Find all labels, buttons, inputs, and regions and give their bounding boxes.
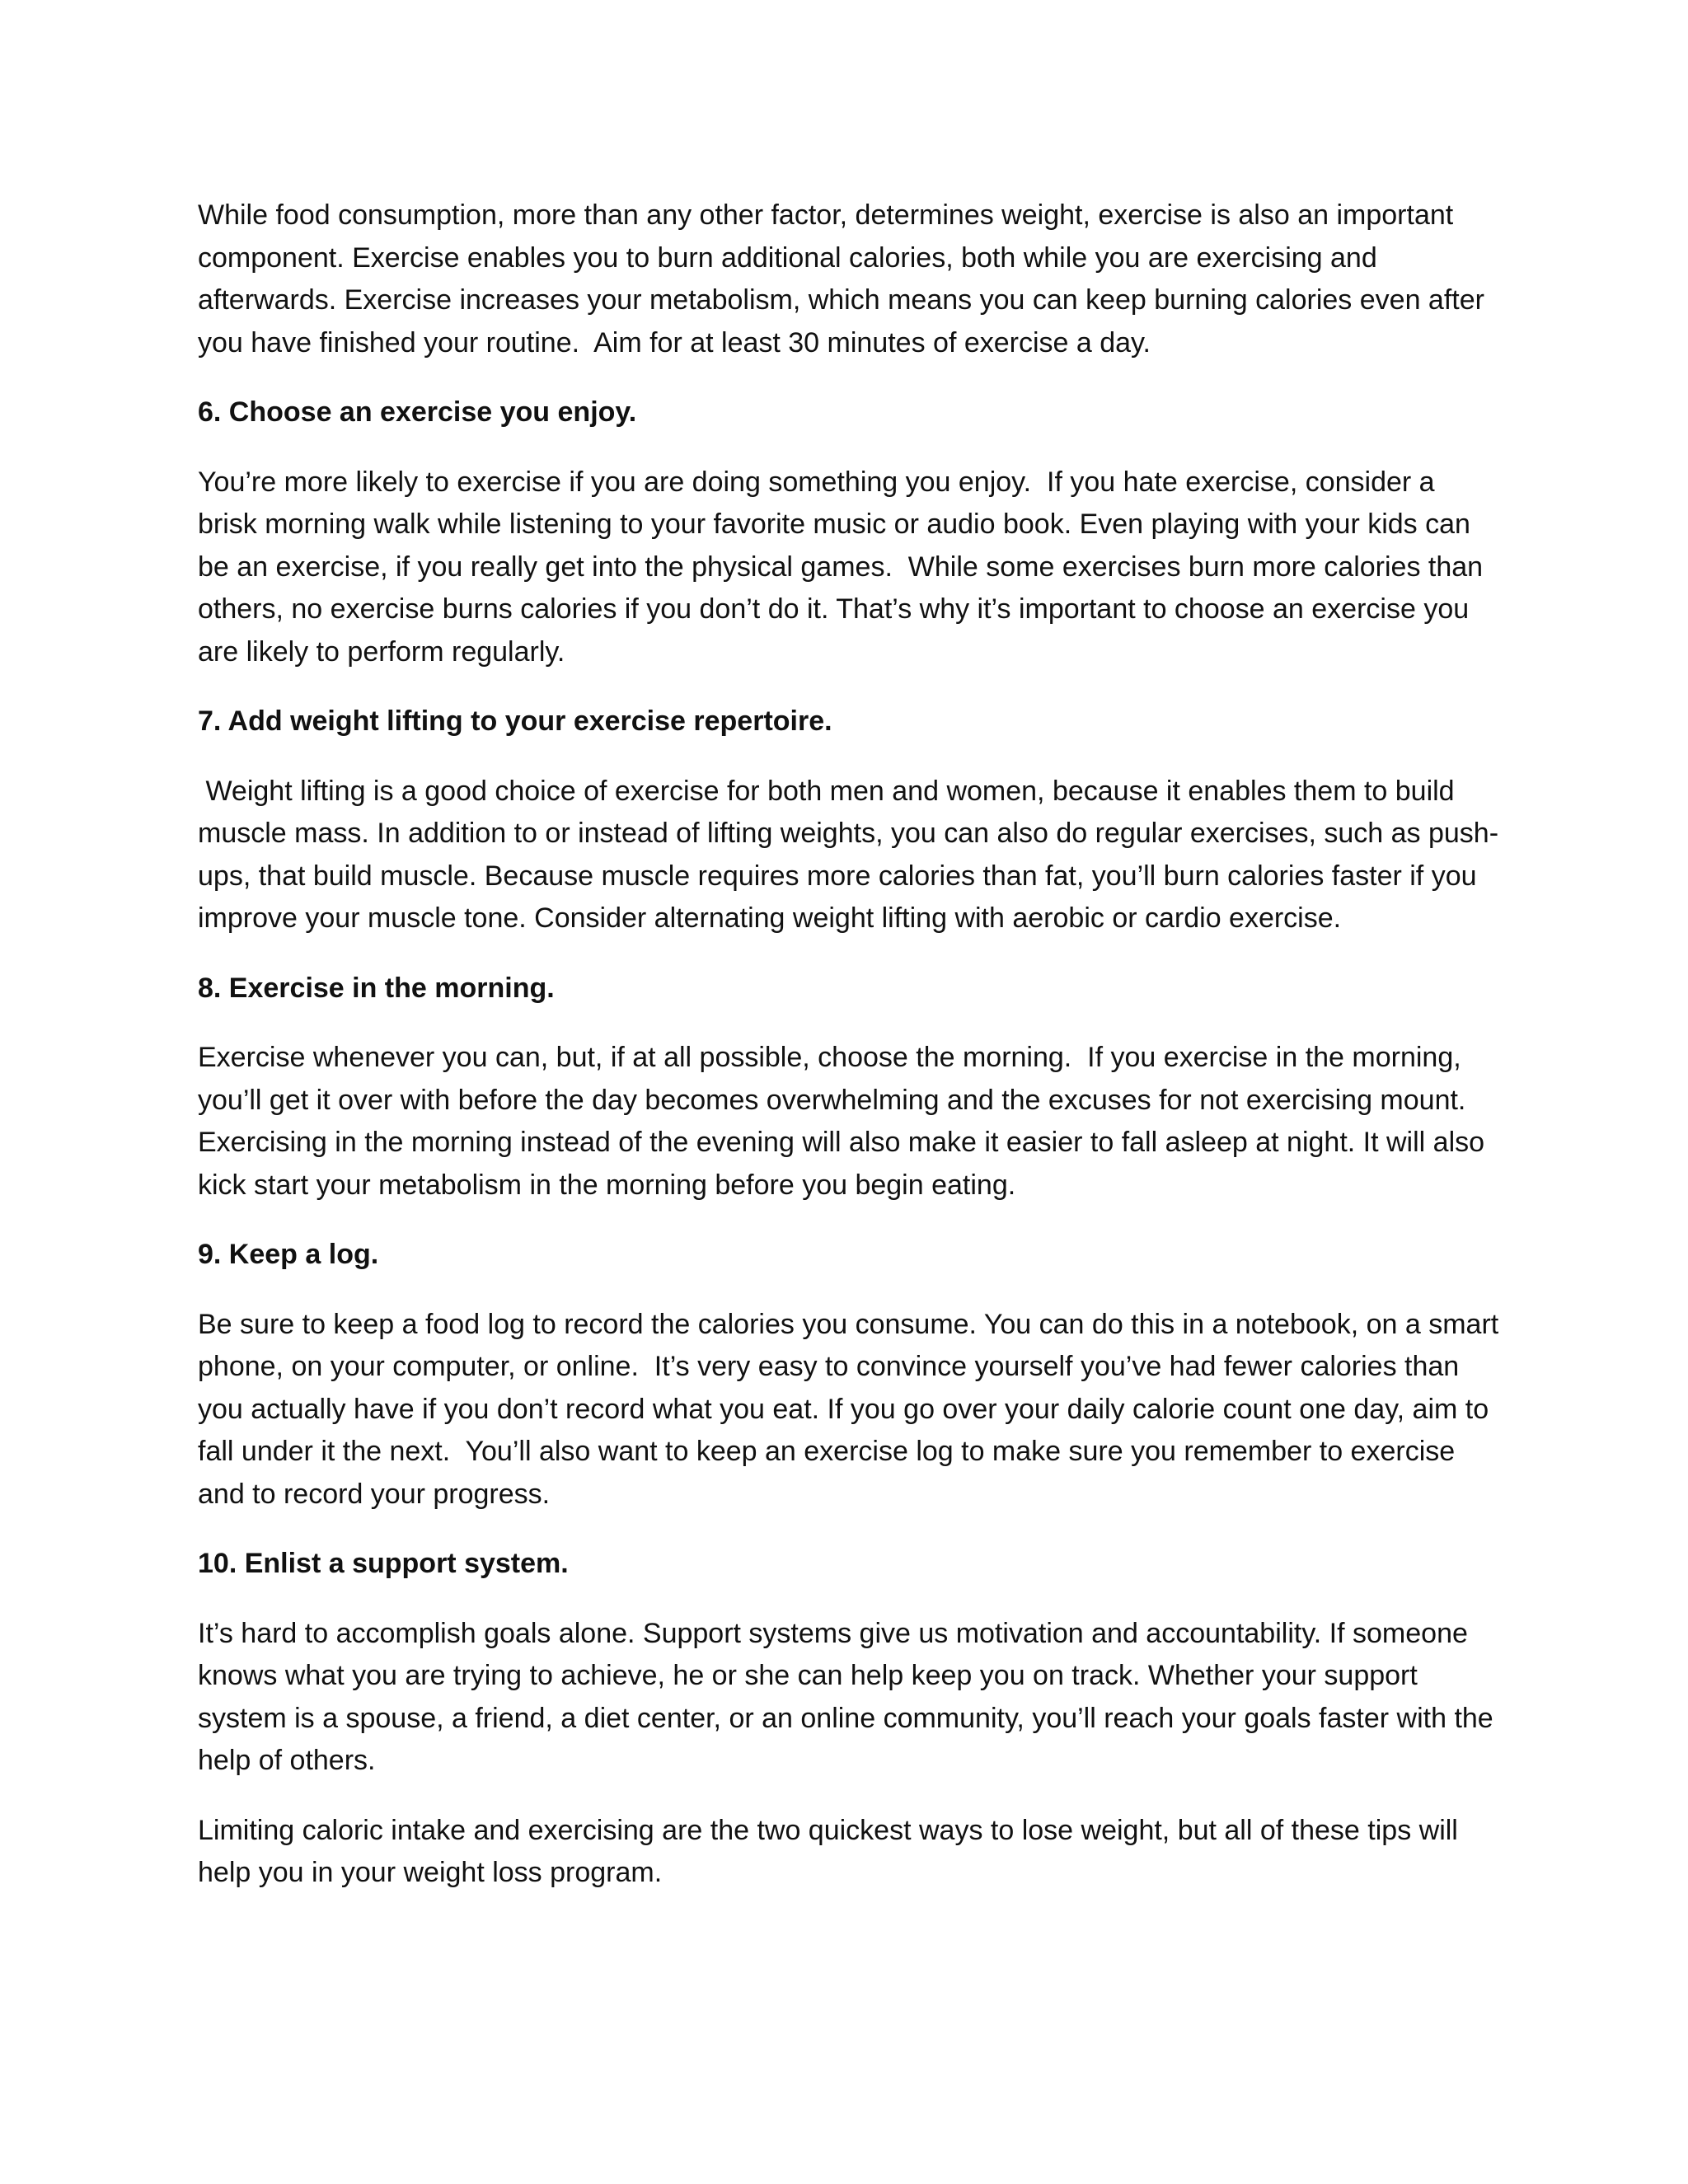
section-heading-10: 10. Enlist a support system. — [198, 1548, 569, 1579]
section-body-9: Be sure to keep a food log to record the calories you consume. You can do this in a notebook, on a smart phone, on your computer, or online. It’s very easy to convince yourself you’ve had fewer calories than you actually have if you don’t record what you eat. If you go over your daily calorie count one day, aim to fall under it the next. You’ll also want to keep an exercise log to make sure you remember to exercise and to record your progress. — [198, 1308, 1507, 1510]
section-heading-6: 6. Choose an exercise you enjoy. — [198, 396, 637, 428]
section-heading-7: 7. Add weight lifting to your exercise repertoire. — [198, 705, 832, 737]
intro-paragraph: While food consumption, more than any other factor, determines weight, exercise is also an important component. Exercise enables you to burn additional calories, both while you are exercising and afterwards. Exercise increases your metabolism, which means you can keep burning calories even after you have finished your routine. Aim for at least 30 minutes of exercise a day. — [198, 199, 1493, 359]
section-body-7: Weight lifting is a good choice of exercise for both men and women, because it enables them to build muscle mass. In addition to or instead of lifting weights, you can also do regular exercises, such as push-ups, that build muscle. Because muscle requires more calories than fat, you’ll burn calories faster if you improve your muscle tone. Consider alternating weight lifting with aerobic or cardio exercise. — [198, 775, 1499, 934]
section-heading-8: 8. Exercise in the morning. — [198, 972, 555, 1004]
section-body-10: It’s hard to accomplish goals alone. Support systems give us motivation and accountability. If someone knows what you are trying to achieve, he or she can help keep you on track. Whether your support system is a spouse, a friend, a diet center, or an online community, you’ll reach your goals faster with the help of others. — [198, 1617, 1502, 1776]
document-body — [198, 194, 1507, 1922]
section-body-6: You’re more likely to exercise if you are doing something you enjoy. If you hate exercise, consider a brisk morning walk while listening to your favorite music or audio book. Even playing with your kids can be an exercise, if you really get into the physical games. While some exercises burn more calories than others, no exercise burns calories if you don’t do it. That’s why it’s important to choose an exercise you are likely to perform regularly. — [198, 466, 1491, 668]
section-heading-9: 9. Keep a log. — [198, 1239, 379, 1270]
conclusion-paragraph: Limiting caloric intake and exercising are the two quickest ways to lose weight, but all of these tips will help you in your weight loss program. — [198, 1814, 1466, 1888]
section-body-8: Exercise whenever you can, but, if at all possible, choose the morning. If you exercise in the morning, you’ll get it over with before the day becomes overwhelming and the excuses for not exercising mount. Exercising in the morning instead of the evening will also make it easier to fall asleep at night. It will also kick start your metabolism in the morning before you begin eating. — [198, 1042, 1493, 1201]
